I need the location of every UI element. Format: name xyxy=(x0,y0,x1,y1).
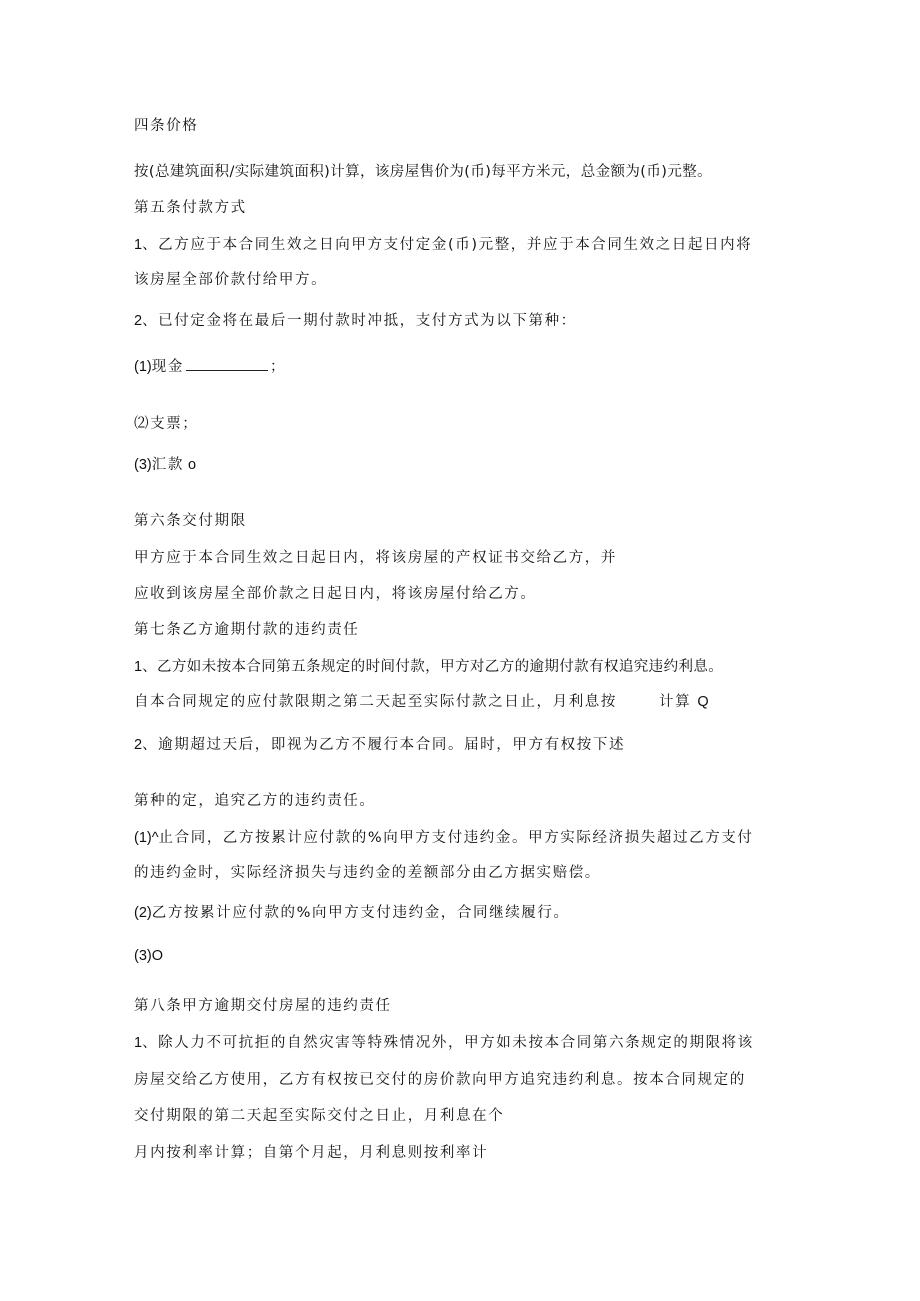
article4-title xyxy=(134,116,198,136)
article7-title xyxy=(134,620,359,640)
article7-sub2 xyxy=(134,903,570,923)
item-number: 1 xyxy=(134,237,143,253)
option-label: ⑵支票； xyxy=(134,416,199,432)
paragraph-text: 该房屋全部价款付给甲方。 xyxy=(134,272,328,288)
article8-item1-line3 xyxy=(134,1106,504,1126)
option-number: (3)O xyxy=(134,948,163,964)
paragraph-text: 乙方按累计应付款的%向甲方支付违约金，合同继续履行。 xyxy=(151,905,570,921)
option-number: (3) xyxy=(134,457,152,473)
heading-text: 第七条乙方逾期付款的违约责任 xyxy=(134,622,360,638)
paragraph-text: 应收到该房屋全部价款之日起日内，将该房屋付给乙方。 xyxy=(134,586,537,602)
option-number: (1)^ xyxy=(134,830,159,846)
paragraph-text: 第种的定，追究乙方的违约责任。 xyxy=(134,793,376,809)
paragraph-text: 自本合同规定的应付款限期之第二天起至实际付款之日止，月利息按 xyxy=(134,694,617,710)
article6-line2 xyxy=(134,584,537,604)
article7-item1-line1 xyxy=(134,657,723,677)
blank-line xyxy=(186,358,268,371)
option-label: 现金 xyxy=(151,359,184,375)
item-number: 2 xyxy=(134,737,143,753)
paragraph-text: 甲方应于本合同生效之日起日内，将该房屋的产权证书交给乙方，并 xyxy=(134,550,617,566)
punctuation: Q xyxy=(697,694,709,710)
article8-title xyxy=(134,996,392,1016)
payment-option-remittance xyxy=(134,455,196,475)
article7-sub3 xyxy=(134,946,163,966)
paragraph-text: 、已付定金将在最后一期付款时冲抵，支付方式为以下第种： xyxy=(142,313,577,329)
item-number: 1 xyxy=(134,1035,143,1051)
article6-line1 xyxy=(134,548,617,568)
paragraph-text: 交付期限的第二天起至实际交付之日止，月利息在个 xyxy=(134,1108,505,1124)
article7-item1-line2 xyxy=(134,692,709,712)
heading-text: 第八条甲方逾期交付房屋的违约责任 xyxy=(134,998,392,1014)
paragraph-text: 的违约金时，实际经济损失与违约金的差额部分由乙方据实赔偿。 xyxy=(134,865,601,881)
punctuation: ； xyxy=(269,359,287,375)
article5-item1-line2 xyxy=(134,270,327,290)
article5-title xyxy=(134,198,247,218)
heading-text: 第五条付款方式 xyxy=(134,200,247,216)
article7-item2-line2 xyxy=(134,791,376,811)
article7-sub1-line2 xyxy=(134,863,601,883)
paragraph-text: 止合同，乙方按累计应付款的%向甲方支付违约金。甲方实际经济损失超过乙方支付 xyxy=(158,830,754,846)
option-label: 汇款 xyxy=(151,457,184,473)
heading-text: 第六条交付期限 xyxy=(134,513,247,529)
article8-item1-line2 xyxy=(134,1070,746,1090)
article7-sub1-line1 xyxy=(134,828,754,848)
paragraph-text: 、乙方应于本合同生效之日向甲方支付定金(币)元整，并应于本合同生效之日起日内将 xyxy=(142,237,753,253)
paragraph-text: 、逾期超过天后，即视为乙方不履行本合同。届时，甲方有权按下述 xyxy=(142,737,626,753)
article8-item1-line1 xyxy=(134,1033,754,1053)
option-number: (1) xyxy=(134,359,152,375)
item-number: 1 xyxy=(134,659,143,675)
article7-item2-line1 xyxy=(134,735,625,755)
punctuation: o xyxy=(183,457,197,473)
heading-text: 四条价格 xyxy=(134,118,199,134)
paragraph-text: 房屋交给乙方使用，乙方有权按已交付的房价款向甲方追究违约利息。按本合同规定的 xyxy=(134,1072,746,1088)
article5-item1-line1 xyxy=(134,235,752,255)
paragraph-text: 、除人力不可抗拒的自然灾害等特殊情况外，甲方如未按本合同第六条规定的期限将该 xyxy=(142,1035,754,1051)
paragraph-text: 、乙方如未按本合同第五条规定的时间付款，甲方对乙方的逾期付款有权追究违约利息。 xyxy=(142,659,724,675)
article8-item1-line4 xyxy=(134,1143,488,1163)
article4-paragraph xyxy=(134,162,712,182)
option-number: (2) xyxy=(134,905,152,921)
article5-item2 xyxy=(134,311,577,331)
paragraph-text: 月内按利率计算；自第个月起，月利息则按利率计 xyxy=(134,1145,489,1161)
payment-option-cash xyxy=(134,357,286,377)
article6-title xyxy=(134,511,247,531)
paragraph-text: 按(总建筑面积/实际建筑面积)计算，该房屋售价为(币)每平方米元，总金额为(币)元整。 xyxy=(134,164,713,180)
paragraph-text: 计算 xyxy=(659,694,692,710)
payment-option-check xyxy=(134,414,198,434)
item-number: 2 xyxy=(134,313,143,329)
